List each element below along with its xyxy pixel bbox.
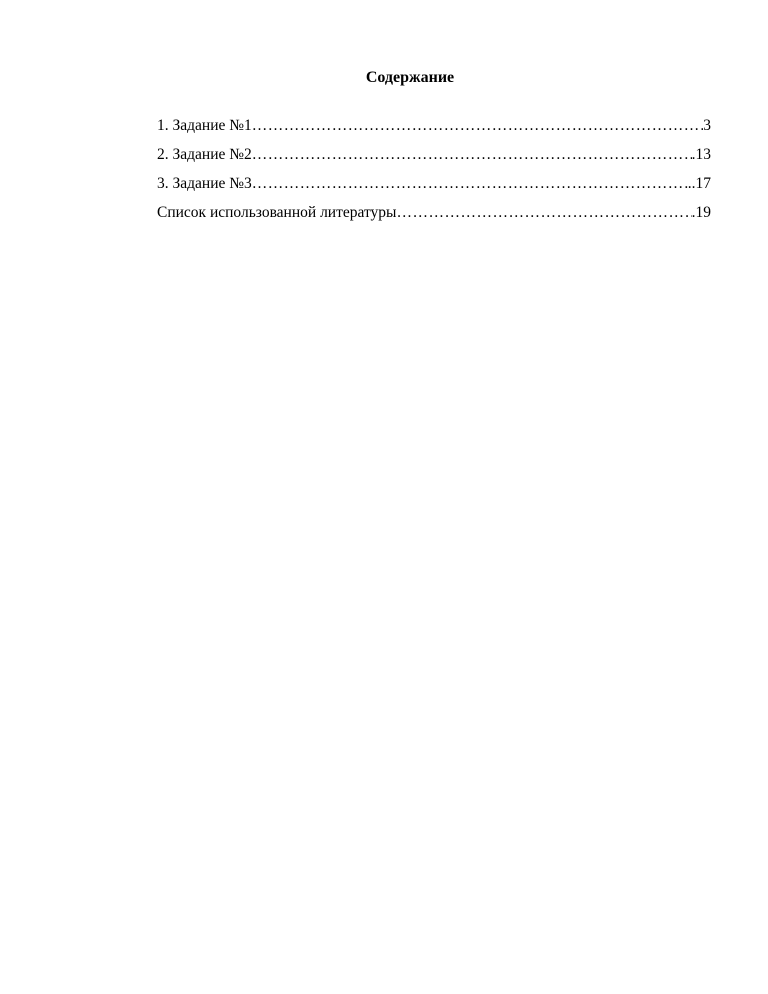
toc-entry-label: 1. Задание №1 [157,117,252,134]
toc-entry-label: Список использованной литературы [157,204,397,221]
toc-leader-dots [252,145,692,165]
toc-leader-dots [396,203,691,223]
toc-entry-label: 3. Задание №3 [157,175,252,192]
toc-entry-task-3 [157,174,711,203]
page-title: Содержание [365,69,455,86]
toc-entry-task-2 [157,145,711,174]
toc-entry-task-1 [157,116,711,145]
toc-entry-label: 2. Задание №2 [157,146,252,163]
toc-entry-page: .19 [691,204,711,221]
table-of-contents [157,116,711,232]
toc-leader-dots [252,116,703,136]
toc-entry-page: ..17 [687,175,711,192]
toc-entry-page: .13 [691,146,711,163]
toc-leader-dots [252,174,688,194]
toc-entry-references [157,203,711,232]
toc-entry-page: 3 [703,117,711,134]
